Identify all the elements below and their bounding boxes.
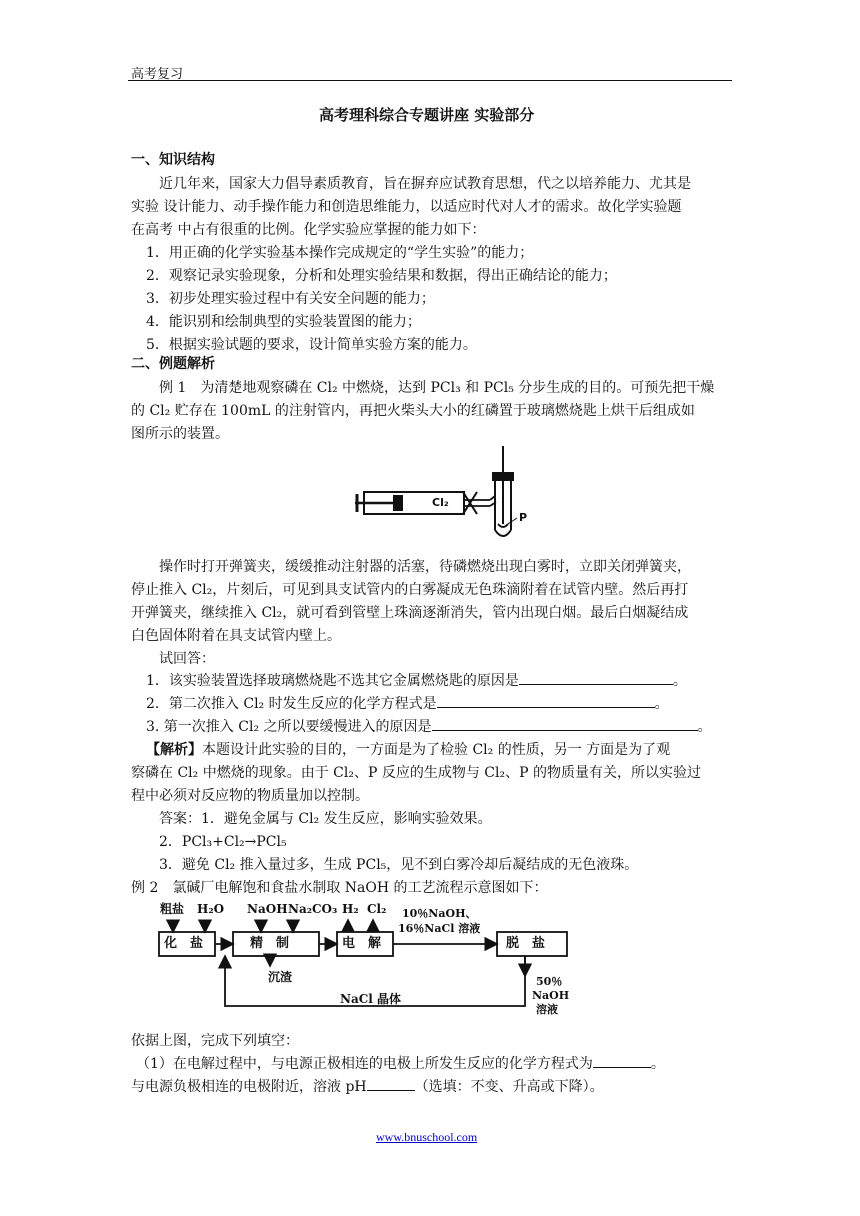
ability-item: 2．观察记录实验现象，分析和处理实验结果和数据，得出正确结论的能力；: [146, 268, 617, 284]
analysis-line: 察磷在 Cl₂ 中燃烧的现象。由于 Cl₂、P 反应的生成物与 Cl₂、P 的物质量有关，所以实验过: [131, 765, 701, 781]
flow-raw-salt: 粗盐: [160, 902, 185, 916]
section1-heading: 一、知识结构: [131, 152, 215, 168]
flow-water: H₂O: [197, 902, 225, 916]
flow-h2: H₂: [342, 902, 359, 916]
example2-question-1: （1）在电解过程中，与电源正极相连的电极上所发生反应的化学方程式为 。: [136, 1053, 665, 1075]
flow-solution-line1: 10％NaOH、: [402, 907, 477, 920]
section2-heading: 二、例题解析: [131, 356, 215, 372]
ability-item: 4．能识别和绘制典型的实验装置图的能力；: [146, 314, 421, 330]
section1-intro-line: 在高考 中占有很重的比例。化学实验应掌握的能力如下：: [131, 222, 486, 238]
example1-text: 图所示的装置。: [131, 426, 229, 442]
box-dissolve: 化 盐: [164, 936, 204, 951]
answer-line: 3．避免 Cl₂ 推入量过多，生成 PCl₅，见不到白雾冷却后凝结成的无色液珠。: [159, 857, 639, 873]
header-divider: [128, 80, 732, 81]
example2-text: 例 2 氯碱厂电解饱和食盐水制取 NaOH 的工艺流程示意图如下：: [131, 880, 548, 896]
flow-naoh-reagent: NaOH: [247, 902, 288, 916]
cl2-label: Cl₂: [432, 496, 449, 509]
answer-blank: [432, 716, 698, 731]
flow-product-line2: NaOH: [532, 989, 570, 1002]
box-desalt: 脱 盐: [506, 936, 546, 951]
answer-blank: [593, 1053, 651, 1068]
question-3: 3. 第一次推入 Cl₂ 之所以要缓慢进入的原因是 。: [146, 716, 712, 738]
question-2: 2．第二次推入 Cl₂ 时发生反应的化学方程式是 。: [146, 693, 669, 715]
question-1: 1．该实验装置选择玻璃燃烧匙不选其它金属燃烧匙的原因是 。: [146, 670, 687, 692]
ability-item: 1．用正确的化学实验基本操作完成规定的“学生实验”的能力；: [146, 245, 534, 261]
section1-intro-line: 实验 设计能力、动手操作能力和创造思维能力，以适应时代对人才的需求。故化学实验题: [131, 199, 682, 215]
flow-cl2: Cl₂: [367, 902, 387, 916]
ask-label: 试回答：: [159, 651, 215, 667]
answer-line: 2．PCl₃+Cl₂→PCl₅: [159, 834, 287, 850]
example1-text: 例 1 为清楚地观察磷在 Cl₂ 中燃烧，达到 PCl₃ 和 PCl₅ 分步生成的目的。可预先把干燥: [159, 380, 715, 396]
document-title: 高考理科综合专题讲座 实验部分: [319, 106, 535, 124]
flow-na2co3-reagent: Na₂CO₃: [288, 902, 338, 916]
flow-solution-line2: 16％NaCl 溶液: [398, 922, 481, 935]
ability-item: 3．初步处理实验过程中有关安全问题的能力；: [146, 291, 435, 307]
flow-product-line1: 50％: [536, 975, 563, 988]
flow-product-line3: 溶液: [536, 1003, 558, 1016]
section1-intro-line: 近几年来，国家大力倡导素质教育，旨在摒弃应试教育思想，代之以培养能力、尤其是: [159, 176, 691, 192]
answer-line: 答案：1．避免金属与 Cl₂ 发生反应，影响实验效果。: [159, 811, 492, 827]
example1-text: 的 Cl₂ 贮存在 100mL 的注射管内，再把火柴头大小的红磷置于玻璃燃烧匙上烘干后组成如: [131, 403, 695, 419]
operation-text: 白色固体附着在具支试管内壁上。: [131, 628, 341, 644]
footer-link[interactable]: www.bnuschool.com: [376, 1130, 478, 1144]
answer-blank: [437, 693, 655, 708]
phosphorus-label: P: [519, 511, 528, 524]
ability-item: 5．根据实验试题的要求，设计简单实验方案的能力。: [146, 337, 477, 353]
flow-residue: 沉渣: [268, 970, 293, 984]
operation-text: 操作时打开弹簧夹，缓缓推动注射器的活塞，待磷燃烧出现白雾时，立即关闭弹簧夹，: [159, 559, 691, 575]
box-refine: 精 制: [250, 936, 290, 951]
example2-question-1-cont: 与电源负极相连的电极附近，溶液 pH （选填：不变、升高或下降）。: [131, 1076, 604, 1098]
operation-text: 开弹簧夹，继续推入 Cl₂，就可看到管壁上珠滴逐渐消失，管内出现白烟。最后白烟凝结成: [131, 605, 689, 621]
analysis-line: 【解析】本题设计此实验的目的，一方面是为了检验 Cl₂ 的性质，另一 方面是为了观: [146, 742, 671, 758]
operation-text: 停止推入 Cl₂，片刻后，可见到具支试管内的白雾凝成无色珠滴附着在试管内壁。然后再打: [131, 582, 689, 598]
fill-prompt: 依据上图，完成下列填空：: [131, 1033, 299, 1049]
analysis-line: 程中必须对反应物的物质量加以控制。: [131, 788, 369, 804]
answer-blank: [519, 670, 673, 685]
answer-blank: [367, 1076, 415, 1091]
box-electrolysis: 电 解: [342, 936, 382, 951]
flow-nacl-crystal: NaCl 晶体: [340, 992, 402, 1006]
page-header: 高考复习: [131, 67, 184, 82]
